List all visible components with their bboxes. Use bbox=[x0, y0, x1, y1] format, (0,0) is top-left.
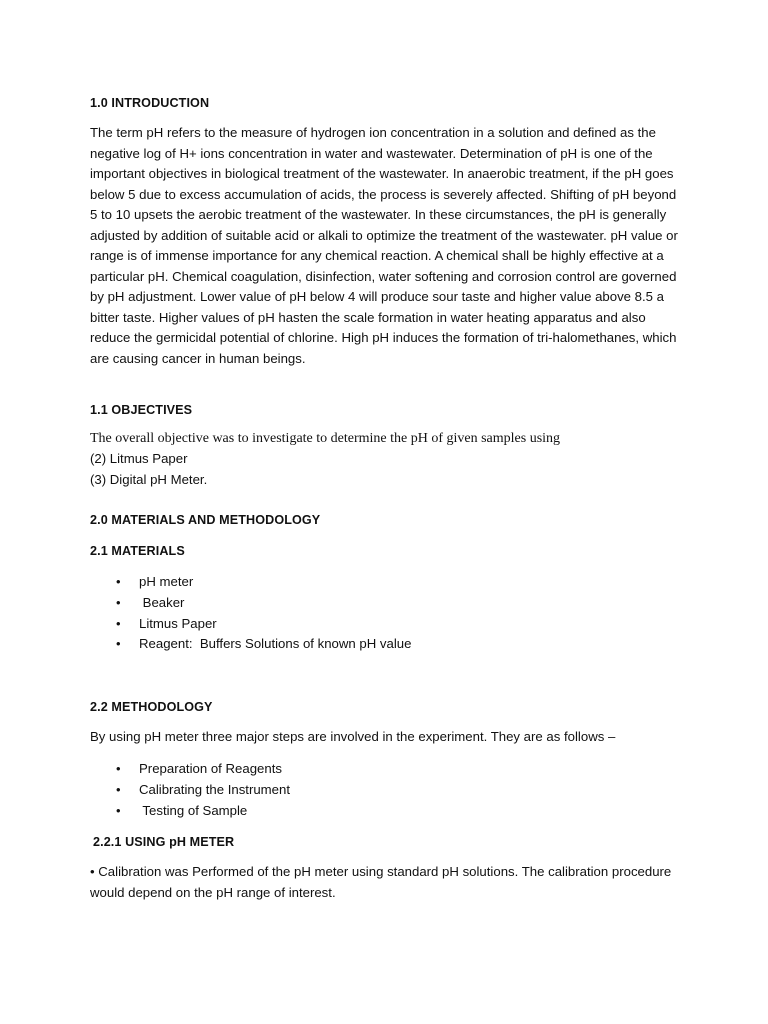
materials-list bbox=[116, 572, 411, 655]
bullet-icon: • bbox=[116, 761, 121, 776]
using-ph-meter-heading: 2.2.1 USING pH METER bbox=[93, 835, 235, 849]
list-item bbox=[116, 780, 290, 801]
intro-paragraph: The term pH refers to the measure of hydrogen ion concentration in a solution and defined as the negative log of H+ ions concentration in water and wastewater. Determination of pH is one of the important objectives in biological treatment of the wastewater. In anaerobic treatment, if the pH goes below 5 due to excess accumulation of acids, the process is severely affected. Shifting of pH beyond 5 to 10 upsets the aerobic treatment of the wastewater. In these circumstances, the pH is generally adjusted by addition of suitable acid or alkali to optimize the treatment of the wastewater. pH value or range is of immense importance for any chemical reaction. A chemical shall be highly effective at a particular pH. Chemical coagulation, disinfection, water softening and corrosion control are governed by pH adjustment. Lower value of pH below 4 will produce sour taste and higher value above 8.5 a bitter taste. Higher values of pH hasten the scale formation in water heating apparatus and also reduce the germicidal potential of chlorine. High pH induces the formation of tri-halomethanes, which are causing cancer in human beings. bbox=[90, 125, 678, 366]
objective-item: (3) Digital pH Meter. bbox=[90, 472, 208, 487]
list-item-label: Reagent: Buffers Solutions of known pH value bbox=[139, 636, 412, 652]
list-item bbox=[116, 634, 411, 655]
bullet-icon: • bbox=[116, 594, 121, 610]
list-item-label: Preparation of Reagents bbox=[139, 761, 282, 776]
methodology-list bbox=[116, 759, 290, 821]
bullet-icon: • bbox=[116, 615, 121, 631]
methodology-text: By using pH meter three major steps are involved in the experiment. They are as follows – bbox=[90, 729, 616, 744]
materials-heading: 2.1 MATERIALS bbox=[90, 544, 185, 558]
list-item-label: pH meter bbox=[139, 574, 194, 589]
list-item-label: Beaker bbox=[139, 594, 185, 610]
calibration-paragraph: • Calibration was Performed of the pH meter using standard pH solutions. The calibration procedure would depend on the pH range of interest. bbox=[90, 864, 672, 900]
list-item-label: Litmus Paper bbox=[139, 615, 217, 631]
bullet-icon: • bbox=[116, 781, 121, 797]
list-item-label: Testing of Sample bbox=[139, 802, 248, 818]
methodology-heading: 2.2 METHODOLOGY bbox=[90, 700, 213, 714]
intro-heading: 1.0 INTRODUCTION bbox=[90, 96, 210, 110]
objectives-heading: 1.1 OBJECTIVES bbox=[90, 403, 193, 417]
list-item bbox=[116, 759, 290, 780]
list-item bbox=[116, 801, 290, 822]
objective-item: (2) Litmus Paper bbox=[90, 451, 188, 466]
list-item bbox=[116, 593, 411, 614]
list-item bbox=[116, 572, 411, 593]
bullet-icon: • bbox=[116, 802, 121, 818]
list-item-label: Calibrating the Instrument bbox=[139, 781, 290, 797]
objectives-text: The overall objective was to investigate to determine the pH of given samples using bbox=[90, 431, 561, 446]
list-item bbox=[116, 614, 411, 635]
materials-methodology-heading: 2.0 MATERIALS AND METHODOLOGY bbox=[90, 513, 321, 527]
bullet-icon: • bbox=[116, 636, 121, 652]
bullet-icon: • bbox=[116, 574, 121, 589]
